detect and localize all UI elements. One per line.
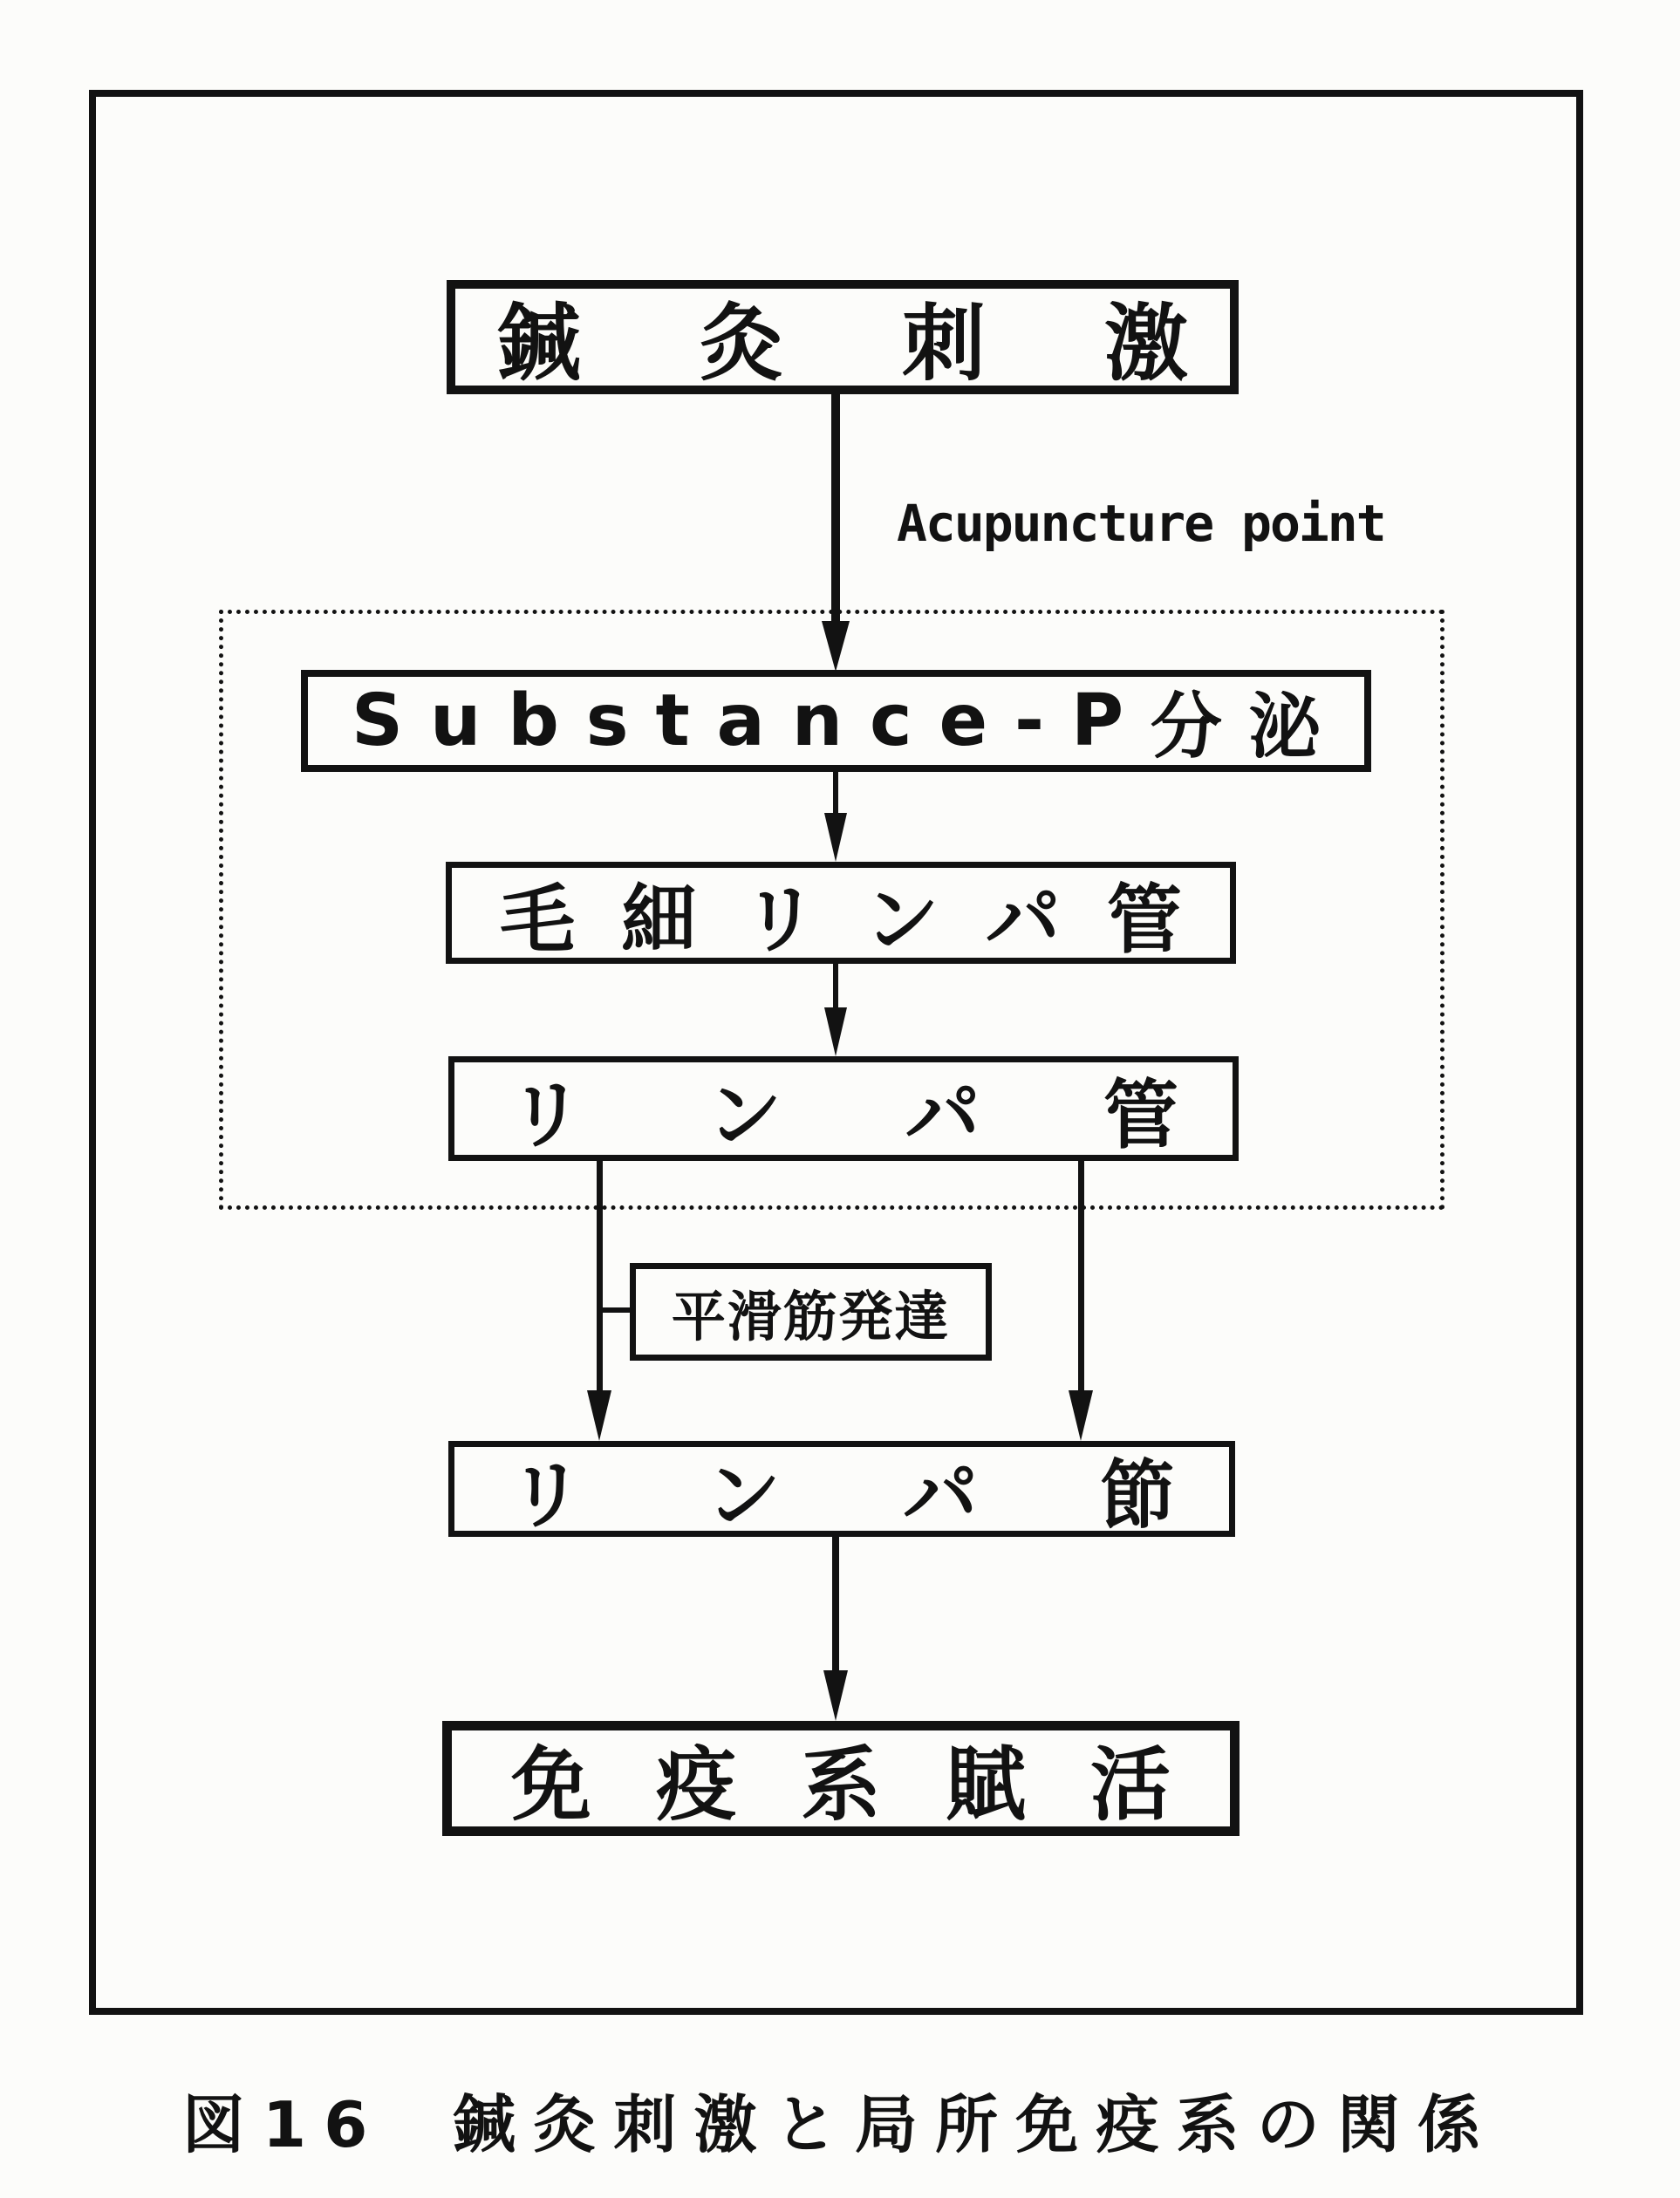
- arrow-stimulus-to-substancep-head: [822, 621, 850, 672]
- node-lymphatic-vessel: [448, 1056, 1239, 1161]
- arrow-vessel-to-node-left-head: [587, 1390, 611, 1441]
- node-acupuncture-stimulus-label: 鍼 灸 刺 激: [497, 295, 1188, 392]
- node-smooth-muscle-development-label: 平滑筋発達: [671, 1284, 951, 1348]
- arrow-vessel-to-node-right-head: [1069, 1390, 1093, 1441]
- node-substance-p-secretion-label: S u b s t a n c e - P 分 泌: [352, 679, 1321, 768]
- node-lymph-node: [448, 1441, 1235, 1537]
- node-capillary-lymphatic-vessel: [446, 862, 1236, 964]
- arrow-node-to-immune-shaft: [832, 1537, 839, 1672]
- connector-smooth-muscle-tick: [599, 1307, 632, 1313]
- arrow-node-to-immune-head: [823, 1670, 848, 1721]
- arrow-vessel-to-node-right-shaft: [1078, 1161, 1084, 1391]
- node-immune-system-activation: [442, 1721, 1240, 1836]
- arrow-substancep-to-capillary-head: [824, 813, 847, 862]
- node-capillary-lymphatic-vessel-label: 毛 細 リ ン パ 管: [500, 876, 1182, 964]
- node-lymphatic-vessel-label: リ ン パ 管: [509, 1072, 1178, 1159]
- node-lymph-node-label: リ ン パ 節: [509, 1452, 1175, 1539]
- node-acupuncture-stimulus: [447, 280, 1239, 394]
- acupuncture-point-label: Acupuncture point: [897, 494, 1385, 553]
- node-substance-p-secretion: [301, 670, 1371, 772]
- arrow-vessel-to-node-left-shaft: [597, 1161, 603, 1391]
- arrow-substancep-to-capillary-shaft: [833, 772, 838, 816]
- arrow-capillary-to-vessel-shaft: [833, 964, 838, 1009]
- figure-caption: 図16 鍼灸刺激と局所免疫系の関係: [181, 2088, 1499, 2161]
- node-smooth-muscle-development: [630, 1263, 992, 1361]
- node-immune-system-activation-label: 免 疫 系 賦 活: [511, 1738, 1171, 1832]
- arrow-stimulus-to-substancep-shaft: [831, 392, 840, 621]
- arrow-capillary-to-vessel-head: [824, 1007, 847, 1056]
